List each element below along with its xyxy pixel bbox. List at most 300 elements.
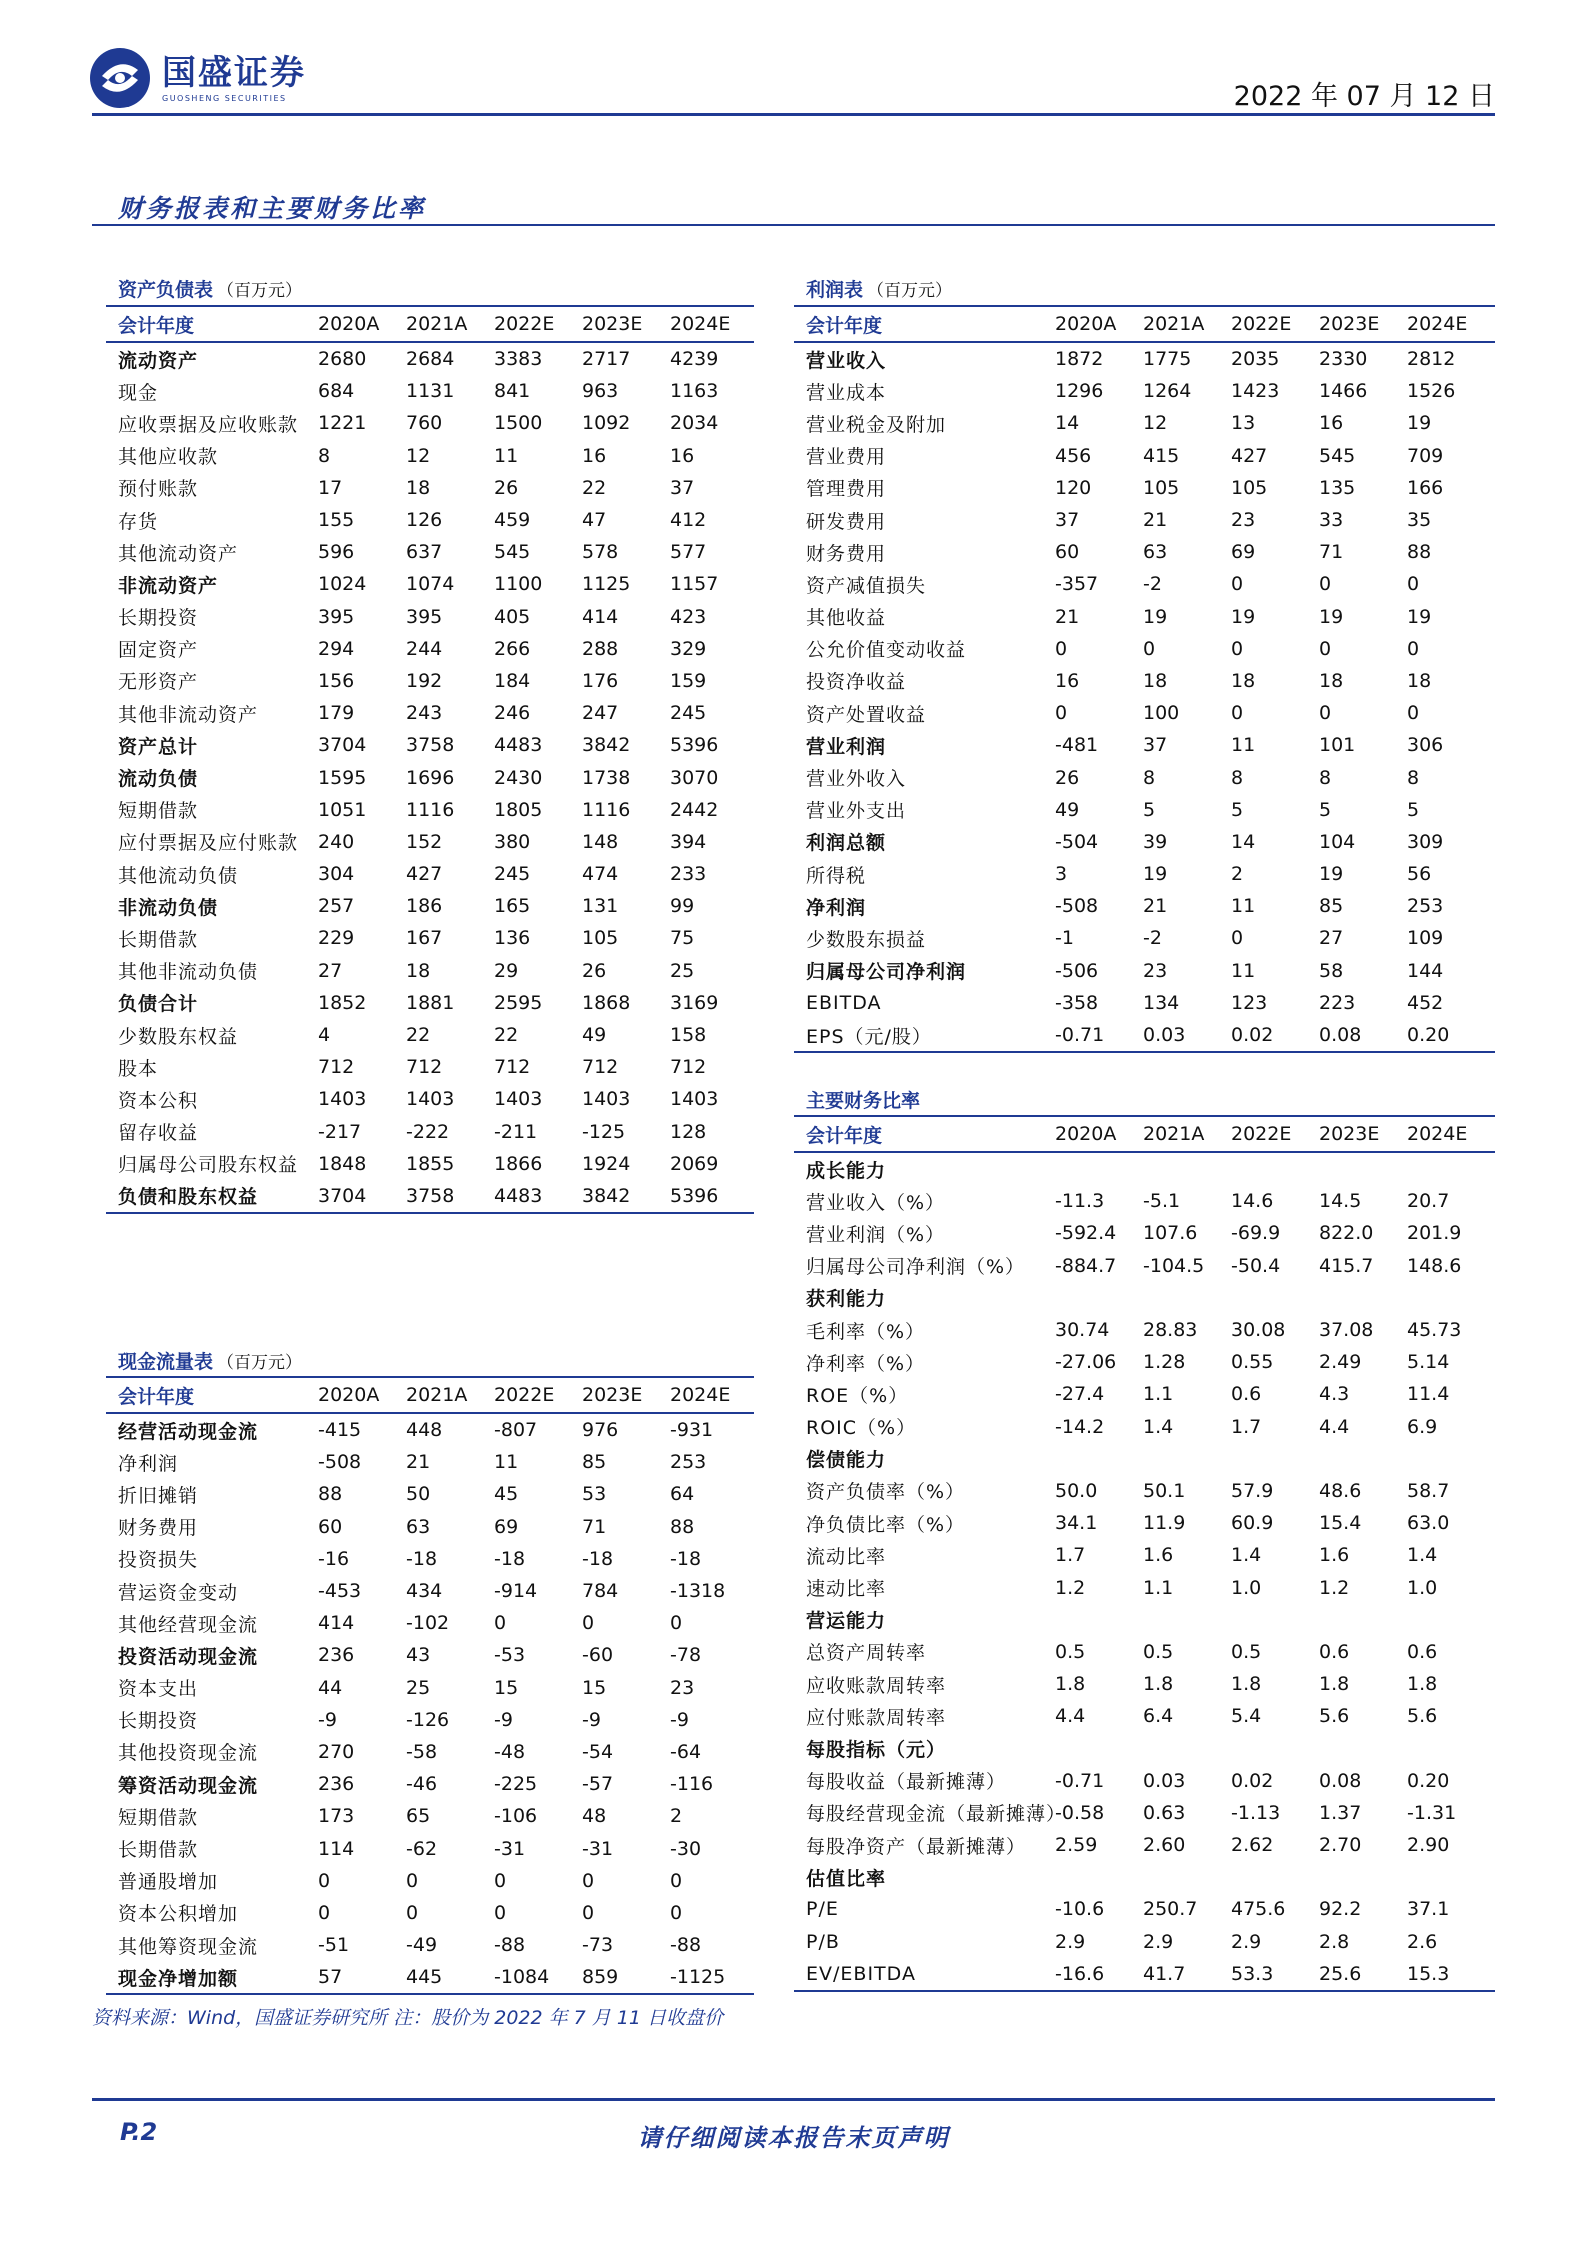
row-label: 其他收益 bbox=[806, 607, 887, 630]
cell-value: 135 bbox=[1319, 476, 1356, 499]
cell-value: 1526 bbox=[1407, 380, 1456, 403]
cell-value: 0.5 bbox=[1143, 1640, 1174, 1663]
cell-value: -10.6 bbox=[1055, 1898, 1105, 1921]
cell-value: 22 bbox=[582, 476, 607, 499]
table-row bbox=[106, 375, 754, 407]
cell-value: 1.8 bbox=[1407, 1673, 1438, 1696]
cell-value: 2442 bbox=[670, 798, 719, 821]
cell-value: 3704 bbox=[306, 1180, 394, 1213]
table-row bbox=[794, 987, 1495, 1019]
cell-value: 1805 bbox=[494, 798, 543, 821]
column-header-label: 会计年度 bbox=[106, 1377, 306, 1413]
column-header-year: 2024E bbox=[658, 1377, 754, 1413]
cell-value: 28.83 bbox=[1143, 1319, 1198, 1342]
table-row bbox=[106, 922, 754, 954]
cell-value: 1092 bbox=[582, 412, 631, 435]
table-row bbox=[794, 1378, 1495, 1410]
table-row bbox=[106, 1704, 754, 1736]
cell-value: 380 bbox=[494, 830, 531, 853]
cell-value: 1924 bbox=[582, 1152, 631, 1175]
cell-value: 475.6 bbox=[1231, 1898, 1286, 1921]
cell-value bbox=[1131, 1861, 1219, 1893]
cell-value: 5.6 bbox=[1407, 1705, 1438, 1728]
cell-value: 19 bbox=[1319, 605, 1344, 628]
cell-value: 474 bbox=[582, 863, 619, 886]
table-row bbox=[794, 1765, 1495, 1797]
cell-value: 414 bbox=[582, 605, 619, 628]
row-label: 资本公积增加 bbox=[118, 1903, 239, 1926]
cell-value: 1.28 bbox=[1143, 1351, 1186, 1374]
ratios-table bbox=[794, 1115, 1495, 1992]
cell-value: -9 bbox=[582, 1708, 601, 1731]
table-row bbox=[106, 568, 754, 600]
cell-value: 445 bbox=[394, 1961, 482, 1994]
cell-value bbox=[1043, 1861, 1131, 1893]
cell-value: 5 bbox=[1143, 798, 1156, 821]
cell-value: 19 bbox=[1143, 863, 1168, 886]
cell-value: 1024 bbox=[318, 573, 367, 596]
cell-value: 107.6 bbox=[1143, 1222, 1198, 1245]
cell-value: 1051 bbox=[318, 798, 367, 821]
cell-value: 456 bbox=[1055, 444, 1092, 467]
cell-value: 192 bbox=[406, 669, 443, 692]
cell-value: 45.73 bbox=[1407, 1319, 1462, 1342]
table-row bbox=[106, 1446, 754, 1478]
cell-value: -5.1 bbox=[1143, 1190, 1181, 1213]
cell-value: 423 bbox=[670, 605, 707, 628]
cell-value: 12 bbox=[1143, 412, 1168, 435]
cell-value: 257 bbox=[318, 895, 355, 918]
cell-value: 64 bbox=[670, 1483, 695, 1506]
column-header-year: 2022E bbox=[1219, 1116, 1307, 1152]
cell-value: 1.4 bbox=[1407, 1544, 1438, 1567]
row-label: 营业外收入 bbox=[806, 768, 907, 791]
table-row bbox=[106, 1639, 754, 1671]
cell-value: 0 bbox=[670, 1901, 683, 1924]
cell-value: 43 bbox=[406, 1644, 431, 1667]
table-row bbox=[106, 794, 754, 826]
cell-value: 976 bbox=[582, 1419, 619, 1442]
cell-value: 395 bbox=[318, 605, 355, 628]
cell-value: 3169 bbox=[670, 991, 719, 1014]
cell-value: 2.9 bbox=[1055, 1930, 1086, 1953]
cell-value bbox=[1307, 1861, 1395, 1893]
row-label: 投资损失 bbox=[118, 1549, 199, 1572]
cell-value: 176 bbox=[582, 669, 619, 692]
cell-value: 63.0 bbox=[1407, 1512, 1450, 1535]
cell-value: 105 bbox=[582, 927, 619, 950]
table-row bbox=[794, 1475, 1495, 1507]
cell-value: 37 bbox=[1143, 734, 1168, 757]
table-row bbox=[106, 1478, 754, 1510]
cell-value: 114 bbox=[318, 1837, 355, 1860]
cell-value: 1.2 bbox=[1319, 1576, 1350, 1599]
cell-value: 155 bbox=[318, 509, 355, 532]
cell-value: 20.7 bbox=[1407, 1190, 1450, 1213]
cell-value: -125 bbox=[582, 1120, 626, 1143]
cell-value: 134 bbox=[1143, 991, 1180, 1014]
cell-value: 0.6 bbox=[1319, 1640, 1350, 1663]
table-row bbox=[106, 890, 754, 922]
cell-value: 2.8 bbox=[1319, 1930, 1350, 1953]
table-row bbox=[106, 1116, 754, 1148]
cell-value: 0.03 bbox=[1143, 1769, 1186, 1792]
cell-value: 33 bbox=[1319, 509, 1344, 532]
row-label: 其他流动负债 bbox=[118, 864, 239, 887]
cell-value: 8 bbox=[318, 444, 331, 467]
row-label: 速动比率 bbox=[806, 1578, 887, 1601]
row-label: 流动资产 bbox=[118, 349, 199, 372]
cell-value: 309 bbox=[1407, 830, 1444, 853]
table-row bbox=[106, 987, 754, 1019]
cell-value: 434 bbox=[406, 1580, 443, 1603]
cell-value: 243 bbox=[406, 702, 443, 725]
cell-value: -1.13 bbox=[1231, 1801, 1281, 1824]
cell-value: 233 bbox=[670, 863, 707, 886]
cell-value: 184 bbox=[494, 669, 531, 692]
row-label: EPS（元/股） bbox=[794, 1019, 1043, 1052]
cell-value: 3070 bbox=[670, 766, 719, 789]
cell-value: 0.5 bbox=[1231, 1640, 1262, 1663]
cell-value: 1872 bbox=[1055, 348, 1104, 371]
cell-value: 1403 bbox=[582, 1088, 631, 1111]
cell-value: -31 bbox=[582, 1837, 614, 1860]
cell-value: 8 bbox=[1319, 766, 1332, 789]
cell-value: 3842 bbox=[582, 734, 631, 757]
column-header-year: 2024E bbox=[1395, 1116, 1495, 1152]
row-label: 普通股增加 bbox=[118, 1871, 219, 1894]
cell-value: 48.6 bbox=[1319, 1479, 1362, 1502]
cell-value: 69 bbox=[494, 1515, 519, 1538]
cell-value bbox=[1043, 1604, 1131, 1636]
row-label: 资产负债率（%） bbox=[806, 1481, 966, 1504]
cell-value: 48 bbox=[582, 1805, 607, 1828]
cash-flow-unit: （百万元） bbox=[217, 1353, 303, 1373]
income-statement-table bbox=[794, 305, 1495, 1053]
cell-value: 2430 bbox=[494, 766, 543, 789]
row-label: 应付票据及应付账款 bbox=[118, 832, 299, 855]
cell-value: 1866 bbox=[494, 1152, 543, 1175]
table-row bbox=[106, 1180, 754, 1213]
column-header-label: 会计年度 bbox=[794, 306, 1043, 342]
cell-value bbox=[1395, 1604, 1495, 1636]
table-row bbox=[794, 922, 1495, 954]
row-label: 研发费用 bbox=[806, 510, 887, 533]
cell-value: 253 bbox=[670, 1451, 707, 1474]
cell-value: -31 bbox=[494, 1837, 526, 1860]
cell-value: 14 bbox=[1055, 412, 1080, 435]
cell-value: 712 bbox=[406, 1056, 443, 1079]
cell-value: -116 bbox=[670, 1773, 714, 1796]
cell-value: -60 bbox=[582, 1644, 614, 1667]
cell-value: 25 bbox=[670, 959, 695, 982]
cell-value: 4483 bbox=[482, 1180, 570, 1213]
cell-value: 22 bbox=[406, 1024, 431, 1047]
cell-value: 0 bbox=[318, 1901, 331, 1924]
header-divider bbox=[92, 113, 1495, 116]
cell-value bbox=[1131, 1732, 1219, 1764]
cell-value: 1131 bbox=[406, 380, 455, 403]
cell-value: 167 bbox=[406, 927, 443, 950]
table-row bbox=[794, 1217, 1495, 1249]
cell-value: 57 bbox=[306, 1961, 394, 1994]
row-label: 资产总计 bbox=[118, 735, 199, 758]
table-row bbox=[106, 729, 754, 761]
cell-value bbox=[1307, 1443, 1395, 1475]
cell-value: 105 bbox=[1143, 476, 1180, 499]
cell-value: 23 bbox=[670, 1676, 695, 1699]
cell-value: 34.1 bbox=[1055, 1512, 1098, 1535]
cell-value: 19 bbox=[1143, 605, 1168, 628]
balance-sheet-table bbox=[106, 305, 754, 1214]
cell-value: -49 bbox=[406, 1934, 438, 1957]
cell-value: 395 bbox=[406, 605, 443, 628]
cell-value: 1116 bbox=[406, 798, 455, 821]
row-label: 资本支出 bbox=[118, 1678, 199, 1701]
cell-value: 414 bbox=[318, 1612, 355, 1635]
cell-value: 4.4 bbox=[1055, 1705, 1086, 1728]
cell-value: 1466 bbox=[1319, 380, 1368, 403]
cell-value: 65 bbox=[406, 1805, 431, 1828]
cell-value: 2.60 bbox=[1143, 1834, 1186, 1857]
table-row bbox=[106, 601, 754, 633]
cell-value: 5.6 bbox=[1319, 1705, 1350, 1728]
cell-value: 1696 bbox=[406, 766, 455, 789]
cell-value: 27 bbox=[318, 959, 343, 982]
cell-value: 0 bbox=[582, 1901, 595, 1924]
cell-value: 17 bbox=[318, 476, 343, 499]
cell-value: 0.63 bbox=[1143, 1801, 1186, 1824]
cell-value: 14 bbox=[1231, 830, 1256, 853]
cell-value: 4239 bbox=[670, 348, 719, 371]
column-header-year: 2021A bbox=[1131, 306, 1219, 342]
cell-value: 92.2 bbox=[1319, 1898, 1362, 1921]
cell-value: 100 bbox=[1143, 702, 1180, 725]
cell-value: 2812 bbox=[1407, 348, 1456, 371]
row-label: 短期借款 bbox=[118, 800, 199, 823]
cell-value: 236 bbox=[318, 1773, 355, 1796]
row-label: 每股指标（元） bbox=[806, 1738, 947, 1761]
table-row bbox=[794, 536, 1495, 568]
row-label: 营业收入 bbox=[806, 349, 887, 372]
cell-value: 16 bbox=[670, 444, 695, 467]
row-label: 现金 bbox=[118, 381, 159, 404]
table-row bbox=[794, 1282, 1495, 1314]
cell-value: 49 bbox=[582, 1024, 607, 1047]
cell-value: 0 bbox=[494, 1901, 507, 1924]
row-label: EBITDA bbox=[806, 991, 882, 1014]
table-row bbox=[794, 1507, 1495, 1539]
cell-value: 99 bbox=[670, 895, 695, 918]
cell-value: 18 bbox=[1143, 669, 1168, 692]
row-label: 固定资产 bbox=[118, 639, 199, 662]
cell-value: -58 bbox=[406, 1740, 438, 1763]
table-row bbox=[794, 1346, 1495, 1378]
cell-value: -217 bbox=[318, 1120, 362, 1143]
table-row bbox=[794, 1636, 1495, 1668]
column-header-year: 2020A bbox=[306, 306, 394, 342]
row-label: 现金净增加额 bbox=[106, 1961, 306, 1994]
cell-value: 266 bbox=[494, 637, 531, 660]
cell-value bbox=[1219, 1443, 1307, 1475]
cell-value: 19 bbox=[1407, 412, 1432, 435]
cell-value: -104.5 bbox=[1143, 1254, 1205, 1277]
cell-value: 21 bbox=[1143, 895, 1168, 918]
cell-value: 0 bbox=[1407, 637, 1420, 660]
table-row bbox=[106, 1511, 754, 1543]
row-label: 流动比率 bbox=[806, 1545, 887, 1568]
table-row bbox=[106, 1929, 754, 1961]
cell-value: 126 bbox=[406, 509, 443, 532]
row-label: ROIC（%） bbox=[806, 1417, 917, 1440]
guosheng-logo-icon bbox=[88, 46, 152, 110]
cell-value: 2035 bbox=[1231, 348, 1280, 371]
cell-value: 250.7 bbox=[1143, 1898, 1198, 1921]
table-row bbox=[794, 1668, 1495, 1700]
table-row bbox=[794, 1797, 1495, 1829]
cell-value: -18 bbox=[670, 1547, 702, 1570]
table-row bbox=[794, 1314, 1495, 1346]
cell-value: 53.3 bbox=[1219, 1958, 1307, 1991]
cell-value: -506 bbox=[1055, 959, 1099, 982]
cell-value: 329 bbox=[670, 637, 707, 660]
cell-value bbox=[1043, 1282, 1131, 1314]
row-label: 营运资金变动 bbox=[118, 1581, 239, 1604]
row-label: 每股经营现金流（最新摊薄） bbox=[806, 1803, 1067, 1826]
table-row bbox=[106, 1736, 754, 1768]
report-date: 2022 年 07 月 12 日 bbox=[1233, 81, 1495, 112]
row-label: 其他应收款 bbox=[118, 446, 219, 469]
cell-value: 1.8 bbox=[1231, 1673, 1262, 1696]
table-row bbox=[794, 1926, 1495, 1958]
cash-flow-title-text: 现金流量表 bbox=[118, 1351, 214, 1373]
cell-value: -1 bbox=[1055, 927, 1074, 950]
cell-value: -508 bbox=[1055, 895, 1099, 918]
table-row bbox=[106, 761, 754, 793]
cell-value: -62 bbox=[406, 1837, 438, 1860]
row-label: 估值比率 bbox=[806, 1867, 887, 1890]
cell-value bbox=[1395, 1861, 1495, 1893]
cell-value bbox=[1219, 1861, 1307, 1893]
cell-value: 120 bbox=[1055, 476, 1092, 499]
column-header-year: 2022E bbox=[482, 1377, 570, 1413]
cell-value: 158 bbox=[670, 1024, 707, 1047]
column-header-year: 2020A bbox=[306, 1377, 394, 1413]
cell-value: 19 bbox=[1407, 605, 1432, 628]
table-row bbox=[794, 1958, 1495, 1991]
cell-value: 2595 bbox=[494, 991, 543, 1014]
cell-value: 247 bbox=[582, 702, 619, 725]
cell-value: 11 bbox=[494, 1451, 519, 1474]
row-label: 营业外支出 bbox=[806, 800, 907, 823]
cell-value: 165 bbox=[494, 895, 531, 918]
cell-value: 2.6 bbox=[1407, 1930, 1438, 1953]
cell-value: 37.1 bbox=[1407, 1898, 1450, 1921]
cell-value: -225 bbox=[494, 1773, 538, 1796]
cell-value: 3758 bbox=[406, 734, 455, 757]
row-label: 投资净收益 bbox=[806, 671, 907, 694]
cell-value: 578 bbox=[582, 541, 619, 564]
cell-value: 148.6 bbox=[1407, 1254, 1462, 1277]
cell-value: 0 bbox=[670, 1869, 683, 1892]
cell-value bbox=[1219, 1152, 1307, 1185]
cell-value: 1855 bbox=[406, 1152, 455, 1175]
cell-value: 44 bbox=[318, 1676, 343, 1699]
cell-value: 1868 bbox=[582, 991, 631, 1014]
row-label: 获利能力 bbox=[806, 1288, 887, 1311]
table-row bbox=[794, 1152, 1495, 1185]
table-header-row bbox=[794, 1116, 1495, 1152]
cash-flow-title bbox=[118, 1347, 302, 1374]
row-label: 留存收益 bbox=[118, 1122, 199, 1145]
cell-value: 60 bbox=[318, 1515, 343, 1538]
table-row bbox=[106, 1083, 754, 1115]
cell-value: 8 bbox=[1231, 766, 1244, 789]
column-header-year: 2024E bbox=[1395, 306, 1495, 342]
cell-value: 0 bbox=[494, 1612, 507, 1635]
cell-value: 2.9 bbox=[1231, 1930, 1262, 1953]
cell-value: 0 bbox=[1231, 702, 1244, 725]
cell-value: -16.6 bbox=[1043, 1958, 1131, 1991]
cell-value: 23 bbox=[1231, 509, 1256, 532]
cell-value: 1221 bbox=[318, 412, 367, 435]
row-label: EV/EBITDA bbox=[794, 1958, 1043, 1991]
cell-value: 1.7 bbox=[1231, 1415, 1262, 1438]
cell-value: 0 bbox=[1407, 573, 1420, 596]
cell-value: 37 bbox=[670, 476, 695, 499]
row-label: 成长能力 bbox=[806, 1159, 887, 1182]
cell-value: 104 bbox=[1319, 830, 1356, 853]
cell-value: 26 bbox=[582, 959, 607, 982]
row-label: 营业费用 bbox=[806, 446, 887, 469]
cell-value bbox=[1219, 1604, 1307, 1636]
cell-value: 246 bbox=[494, 702, 531, 725]
table-row bbox=[106, 504, 754, 536]
cell-value: 5 bbox=[1231, 798, 1244, 821]
cell-value: 18 bbox=[1319, 669, 1344, 692]
cell-value: 0 bbox=[1055, 637, 1068, 660]
table-row bbox=[794, 729, 1495, 761]
cell-value: -106 bbox=[494, 1805, 538, 1828]
cell-value: 101 bbox=[1319, 734, 1356, 757]
cell-value bbox=[1395, 1282, 1495, 1314]
cell-value: 0 bbox=[582, 1612, 595, 1635]
cell-value: 166 bbox=[1407, 476, 1444, 499]
cell-value: 427 bbox=[406, 863, 443, 886]
cell-value: -18 bbox=[494, 1547, 526, 1570]
cell-value bbox=[1219, 1732, 1307, 1764]
cell-value: 6.4 bbox=[1143, 1705, 1174, 1728]
row-label: 营业利润 bbox=[806, 735, 887, 758]
cell-value: 15.4 bbox=[1319, 1512, 1362, 1535]
cell-value: 49 bbox=[1055, 798, 1080, 821]
table-row bbox=[106, 1413, 754, 1446]
cell-value: 4 bbox=[318, 1024, 331, 1047]
cell-value: -14.2 bbox=[1055, 1415, 1105, 1438]
cell-value: -358 bbox=[1055, 991, 1099, 1014]
cell-value: 57.9 bbox=[1231, 1479, 1274, 1502]
cell-value: 69 bbox=[1231, 541, 1256, 564]
table-row bbox=[106, 1897, 754, 1929]
row-label: 毛利率（%） bbox=[806, 1320, 926, 1343]
cell-value: 1738 bbox=[582, 766, 631, 789]
cell-value bbox=[1131, 1604, 1219, 1636]
cell-value: 35 bbox=[1407, 509, 1432, 532]
cell-value: 0 bbox=[1231, 573, 1244, 596]
cell-value: 14.6 bbox=[1231, 1190, 1274, 1213]
cell-value: -222 bbox=[406, 1120, 450, 1143]
cell-value: 448 bbox=[406, 1419, 443, 1442]
